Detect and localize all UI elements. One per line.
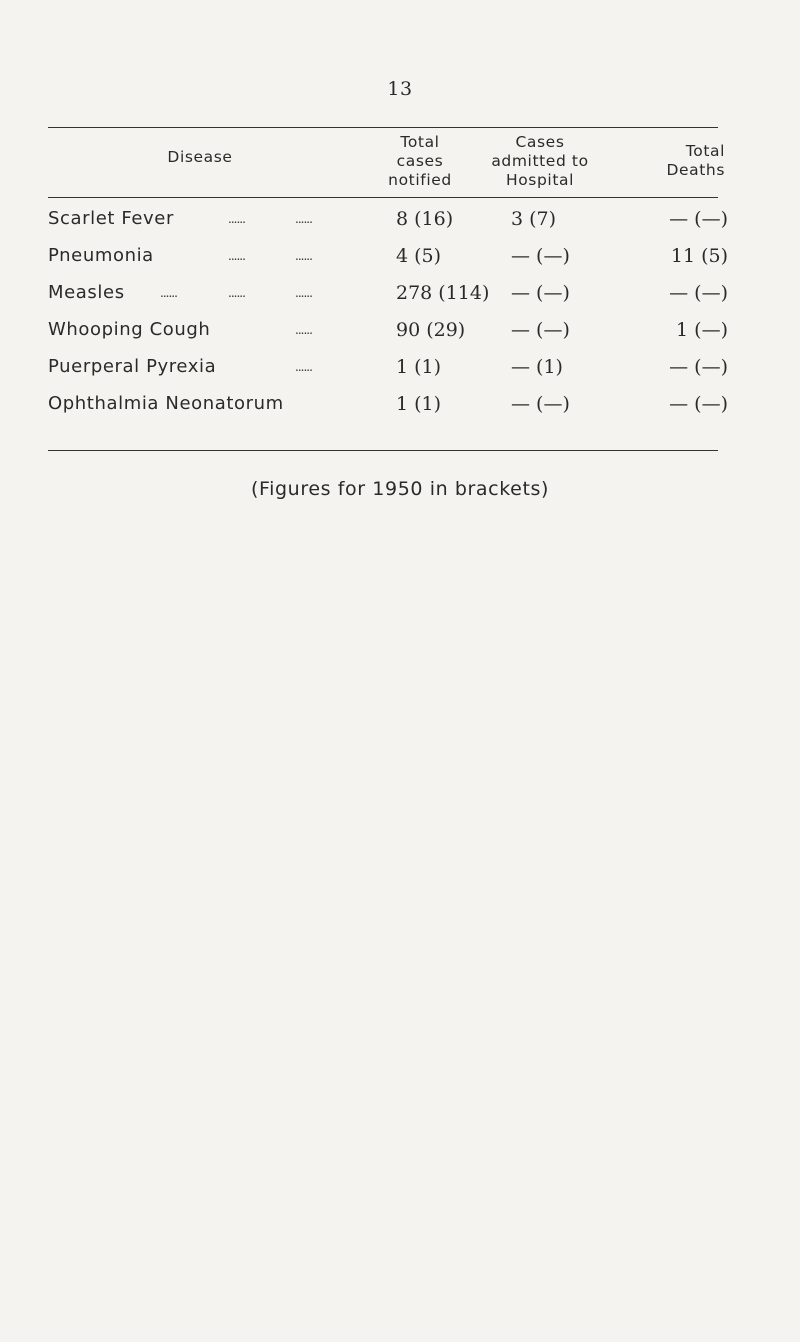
- cases-notified: 278 (114): [396, 282, 490, 304]
- table-row: [48, 208, 728, 244]
- table-row: [48, 319, 728, 355]
- disease-name: Measles: [48, 282, 125, 303]
- disease-name: Ophthalmia Neonatorum: [48, 393, 284, 414]
- cases-admitted: — (—): [511, 319, 570, 341]
- table-row: [48, 245, 728, 281]
- table-bottom-rule: [48, 450, 718, 451]
- total-deaths: — (—): [669, 282, 728, 304]
- cases-admitted: — (—): [511, 245, 570, 267]
- dot-leader: ......: [295, 249, 312, 263]
- disease-name: Whooping Cough: [48, 319, 211, 340]
- total-deaths: — (—): [669, 356, 728, 378]
- total-deaths: — (—): [669, 208, 728, 230]
- footnote: (Figures for 1950 in brackets): [250, 478, 550, 500]
- disease-name: Scarlet Fever: [48, 208, 174, 229]
- cases-notified: 4 (5): [396, 245, 442, 267]
- header-disease: Disease: [167, 148, 233, 166]
- total-deaths: 1 (—): [676, 319, 728, 341]
- page-number: 13: [387, 78, 413, 100]
- disease-name: Puerperal Pyrexia: [48, 356, 217, 377]
- table-row: [48, 393, 728, 429]
- header-cases-admitted-to-hospital: Cases admitted to Hospital: [491, 133, 589, 189]
- dot-leader: ......: [228, 249, 245, 263]
- dot-leader: ......: [295, 286, 312, 300]
- dot-leader: ......: [228, 286, 245, 300]
- dot-leader: ......: [160, 286, 177, 300]
- header-total-deaths: Total Deaths: [666, 142, 725, 179]
- cases-notified: 1 (1): [396, 393, 442, 415]
- cases-notified: 90 (29): [396, 319, 466, 341]
- cases-admitted: 3 (7): [511, 208, 557, 230]
- table-row: [48, 282, 728, 318]
- cases-admitted: — (1): [511, 356, 563, 378]
- cases-notified: 8 (16): [396, 208, 454, 230]
- disease-name: Pneumonia: [48, 245, 154, 266]
- dot-leader: ......: [228, 212, 245, 226]
- header-total-cases-notified: Total cases notified: [388, 133, 452, 189]
- dot-leader: ......: [295, 323, 312, 337]
- dot-leader: ......: [295, 360, 312, 374]
- cases-admitted: — (—): [511, 282, 570, 304]
- table-row: [48, 356, 728, 392]
- cases-admitted: — (—): [511, 393, 570, 415]
- total-deaths: 11 (5): [670, 245, 728, 267]
- table-top-rule: [48, 127, 718, 128]
- cases-notified: 1 (1): [396, 356, 442, 378]
- table-header-rule: [48, 197, 718, 198]
- total-deaths: — (—): [669, 393, 728, 415]
- dot-leader: ......: [295, 212, 312, 226]
